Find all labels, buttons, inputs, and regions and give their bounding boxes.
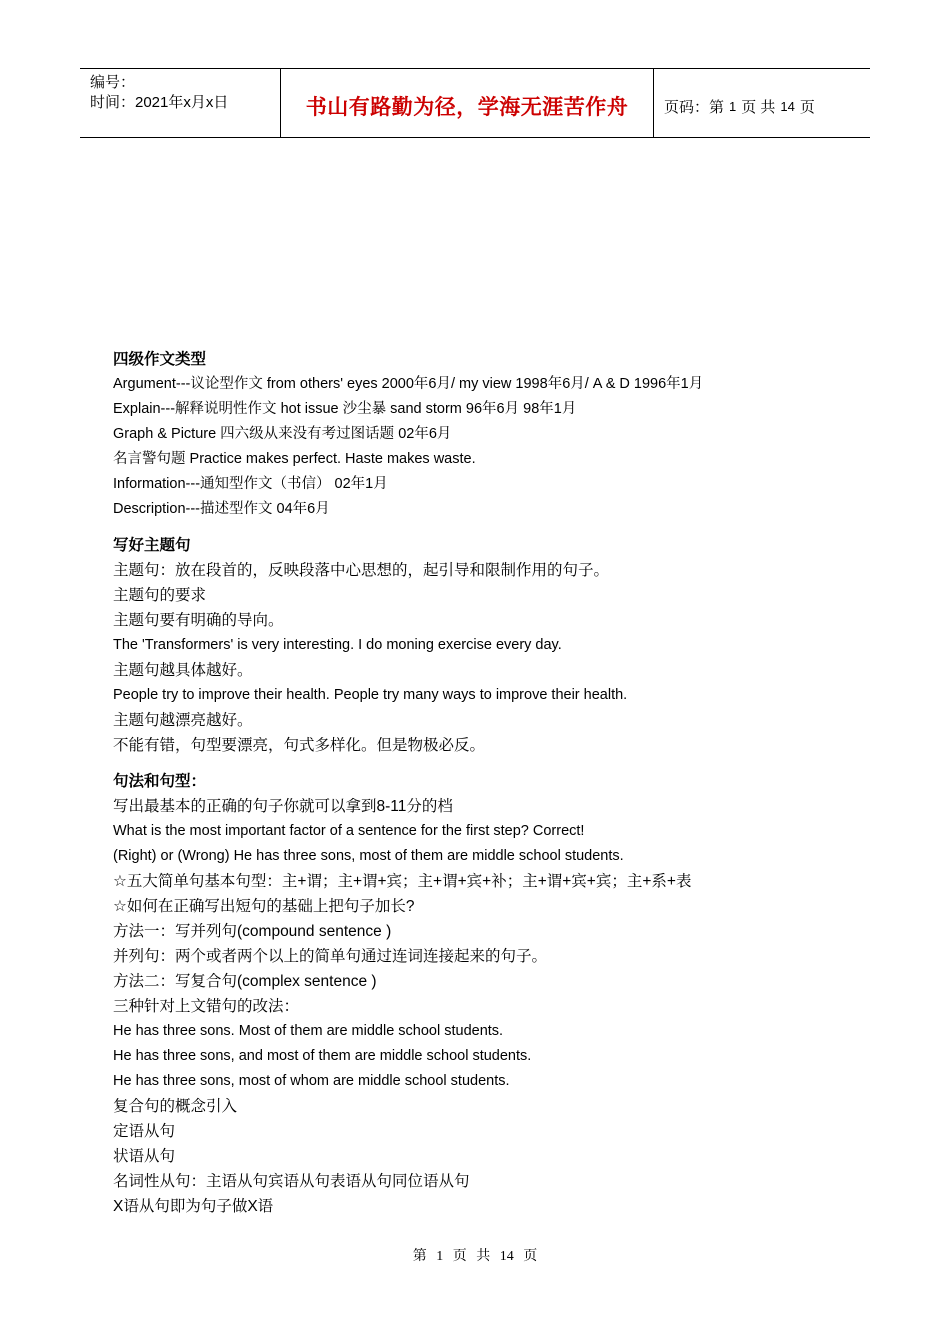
text-line: He has three sons, and most of them are middle school students. xyxy=(113,1048,532,1064)
text-line: 写出最基本的正确的句子你就可以拿到8-11分的档 xyxy=(113,798,453,815)
text-line: Description---描述型作文 04年6月 xyxy=(113,501,330,517)
text-line: ☆五大简单句基本句型：主+谓；主+谓+宾；主+谓+宾+补；主+谓+宾+宾；主+系+表 xyxy=(113,873,692,890)
text-line: 主题句的要求 xyxy=(113,587,207,604)
text-line: Explain---解释说明性作文 hot issue 沙尘暴 sand storm 96年6月 98年1月 xyxy=(113,401,577,417)
text-line: Argument---议论型作文 from others' eyes 2000年6月/ my view 1998年6月/ A & D 1996年1月 xyxy=(113,376,704,392)
time-label: 时间：2021年x月x日 xyxy=(90,94,229,111)
header-page-cell xyxy=(654,69,870,137)
section-heading: 写好主题句 xyxy=(113,537,191,554)
page-suffix: 页 xyxy=(799,98,815,116)
page-mid: 页 共 xyxy=(741,98,776,116)
text-line: (Right) or (Wrong) He has three sons, most of them are middle school students. xyxy=(113,848,624,864)
text-line: 主题句：放在段首的，反映段落中心思想的，起引导和限制作用的句子。 xyxy=(113,562,610,579)
page-prefix: 页码：第 xyxy=(664,98,725,116)
text-line: What is the most important factor of a sentence for the first step? Correct! xyxy=(113,823,585,839)
text-line: The 'Transformers' is very interesting. I do moning exercise every day. xyxy=(113,637,562,653)
text-line: 状语从句 xyxy=(113,1148,176,1165)
text-line: ☆如何在正确写出短句的基础上把句子加长? xyxy=(113,898,415,915)
header-motto-cell xyxy=(281,69,654,137)
document-body xyxy=(113,347,833,1219)
text-line: 三种针对上文错句的改法： xyxy=(113,998,300,1015)
serial-label: 编号： xyxy=(90,74,136,91)
header-info-cell xyxy=(80,69,281,137)
text-line: He has three sons, most of whom are middle school students. xyxy=(113,1073,510,1089)
page-header xyxy=(80,68,870,138)
page-total: 14 xyxy=(780,98,795,114)
text-line: 定语从句 xyxy=(113,1123,176,1140)
section-heading: 句法和句型： xyxy=(113,773,207,790)
page-footer: 第 1 页 共 14 页 xyxy=(412,1249,538,1264)
text-line: People try to improve their health. People try many ways to improve their health. xyxy=(113,687,628,703)
motto-text: 书山有路勤为径，学海无涯苦作舟 xyxy=(305,96,629,119)
text-line: Graph & Picture 四六级从来没有考过图话题 02年6月 xyxy=(113,426,452,442)
text-line: 名言警句题 Practice makes perfect. Haste makes waste. xyxy=(113,451,476,467)
text-line: 名词性从句：主语从句宾语从句表语从句同位语从句 xyxy=(113,1173,470,1190)
page-current: 1 xyxy=(729,98,737,114)
text-line: 主题句要有明确的导向。 xyxy=(113,612,284,629)
text-line: 并列句：两个或者两个以上的简单句通过连词连接起来的句子。 xyxy=(113,948,548,965)
text-line: 复合句的概念引入 xyxy=(113,1098,238,1115)
text-line: 主题句越漂亮越好。 xyxy=(113,712,253,729)
text-line: X语从句即为句子做X语 xyxy=(113,1198,274,1215)
text-line: He has three sons. Most of them are middle school students. xyxy=(113,1023,504,1039)
text-line: 方法二：写复合句(complex sentence ) xyxy=(113,973,377,990)
text-line: 方法一：写并列句(compound sentence ) xyxy=(113,923,392,940)
text-line: 主题句越具体越好。 xyxy=(113,662,253,679)
section-heading: 四级作文类型 xyxy=(113,351,207,368)
text-line: 不能有错，句型要漂亮，句式多样化。但是物极必反。 xyxy=(113,737,486,754)
text-line: Information---通知型作文（书信） 02年1月 xyxy=(113,476,388,492)
